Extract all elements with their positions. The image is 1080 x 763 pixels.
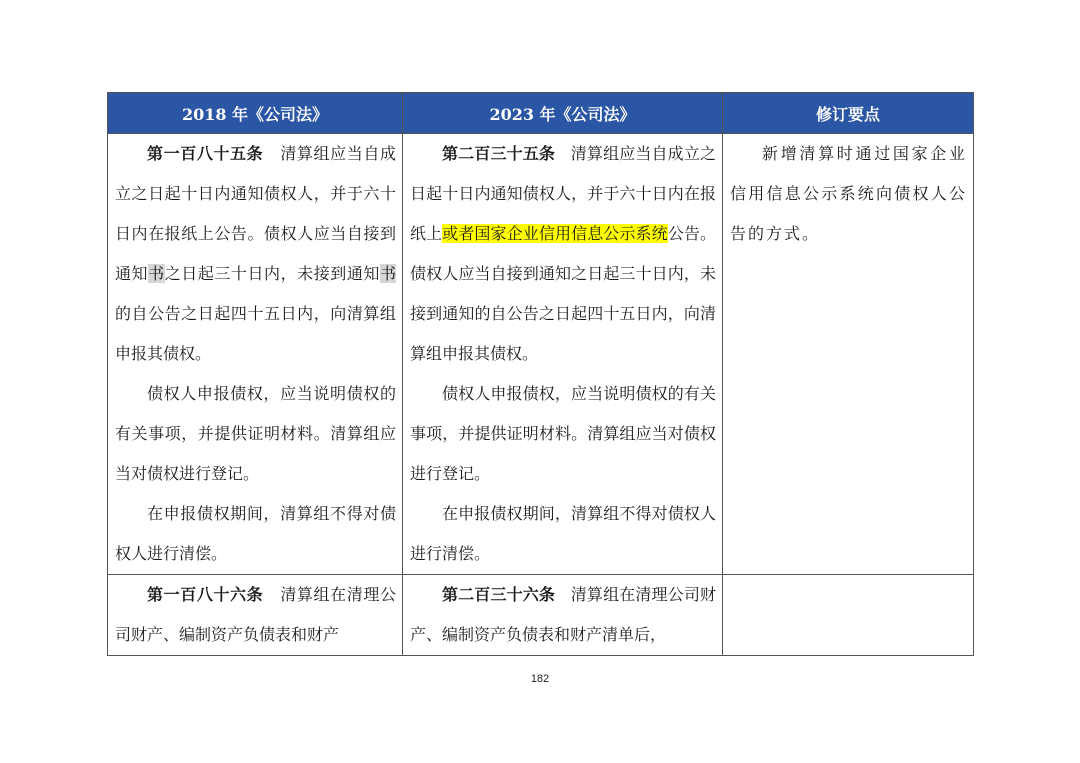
page-number: 182 [530,673,550,685]
table-header-row [108,93,974,134]
cell-revision-note-empty [723,575,974,656]
paragraph-text: 清算组在清理公司财产、编制资产负债表和财产清单后， [410,585,716,644]
cell-2023-article-235 [403,134,723,575]
deleted-text-mark: 书 [148,264,165,283]
paragraph [410,134,716,374]
paragraph-text: 清算组在清理公司财产、编制资产负债表和财产 [115,585,396,644]
article-number: 第二百三十六条 [442,585,556,604]
paragraph [410,575,716,655]
table-row [108,575,974,656]
cell-revision-note [723,134,974,575]
paragraph [115,575,396,655]
article-number: 第一百八十六条 [147,585,264,604]
header-2018-law: 2018 年《公司法》 [108,93,403,134]
header-2023-law: 2023 年《公司法》 [403,93,723,134]
cell-2023-article-236 [403,575,723,656]
paragraph [115,134,396,374]
highlighted-addition: 或者国家企业信用信息公示系统 [442,224,668,243]
article-number: 第一百八十五条 [147,144,264,163]
deleted-text-mark: 书 [379,264,396,283]
law-comparison-table [107,92,974,656]
paragraph-text: 之日起三十日内，未接到通知 [164,264,380,283]
paragraph-text: 清算组应当自成立之日起十日内通知债权人，并于六十日内在报纸上公告。债权人应当自接到通知 [115,144,396,283]
paragraph-text: 清算组应当自成立之日起十日内通知债权人，并于六十日内在报纸上 [410,144,716,243]
paragraph: 在申报债权期间，清算组不得对债权人进行清偿。 [115,504,396,563]
cell-2018-article-185 [108,134,403,575]
paragraph: 在申报债权期间，清算组不得对债权人进行清偿。 [410,504,716,563]
table-row [108,134,974,575]
article-number: 第二百三十五条 [442,144,556,163]
paragraph: 债权人申报债权，应当说明债权的有关事项，并提供证明材料。清算组应当对债权进行登记。 [410,384,716,483]
header-revision-points: 修订要点 [723,93,974,134]
paragraph-text: 公告。债权人应当自接到通知之日起三十日内，未接到通知的自公告之日起四十五日内，向清算组申报其债权。 [410,224,716,363]
revision-note: 新增清算时通过国家企业信用信息公示系统向债权人公告的方式。 [730,144,967,243]
paragraph: 债权人申报债权，应当说明债权的有关事项，并提供证明材料。清算组应当对债权进行登记。 [115,384,396,483]
paragraph-text: 的自公告之日起四十五日内，向清算组申报其债权。 [115,304,396,363]
cell-2018-article-186 [108,575,403,656]
